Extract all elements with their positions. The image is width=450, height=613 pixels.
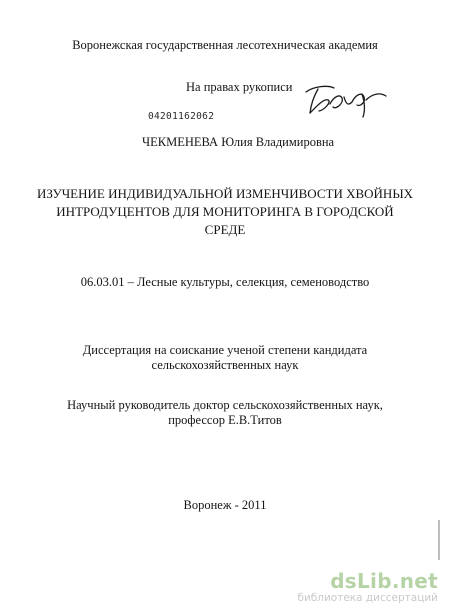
watermark[interactable] (297, 570, 438, 605)
title-line: ИНТРОДУЦЕНТОВ ДЛЯ МОНИТОРИНГА В ГОРОДСКОЙ (56, 204, 394, 219)
document-code: 04201162062 (148, 111, 215, 122)
manuscript-rights: На правах рукописи (186, 80, 293, 94)
author-name: ЧЕКМЕНЕВА Юлия Владимировна (142, 135, 335, 149)
title-line: ИЗУЧЕНИЕ ИНДИВИДУАЛЬНОЙ ИЗМЕНЧИВОСТИ ХВОЙНЫХ (36, 186, 414, 201)
watermark-brand[interactable]: dsLib.net (330, 569, 438, 593)
supervisor-line: Научный руководитель доктор сельскохозяйственных наук, (67, 398, 383, 412)
dissertation-degree-line: сельскохозяйственных наук (151, 358, 299, 372)
watermark-subtitle: библиотека диссертаций (297, 592, 438, 604)
academy-name: Воронежская государственная лесотехническая академия (72, 38, 378, 52)
handwritten-signature (300, 80, 390, 118)
dissertation-degree-line: Диссертация на соискание ученой степени кандидата (82, 343, 368, 357)
specialty: 06.03.01 – Лесные культуры, селекция, семеноводство (80, 275, 370, 289)
city-year: Воронеж - 2011 (183, 498, 267, 512)
title-line: СРЕДЕ (204, 222, 246, 237)
supervisor-line: профессор Е.В.Титов (168, 413, 282, 427)
scan-artifact-mark (438, 520, 440, 560)
